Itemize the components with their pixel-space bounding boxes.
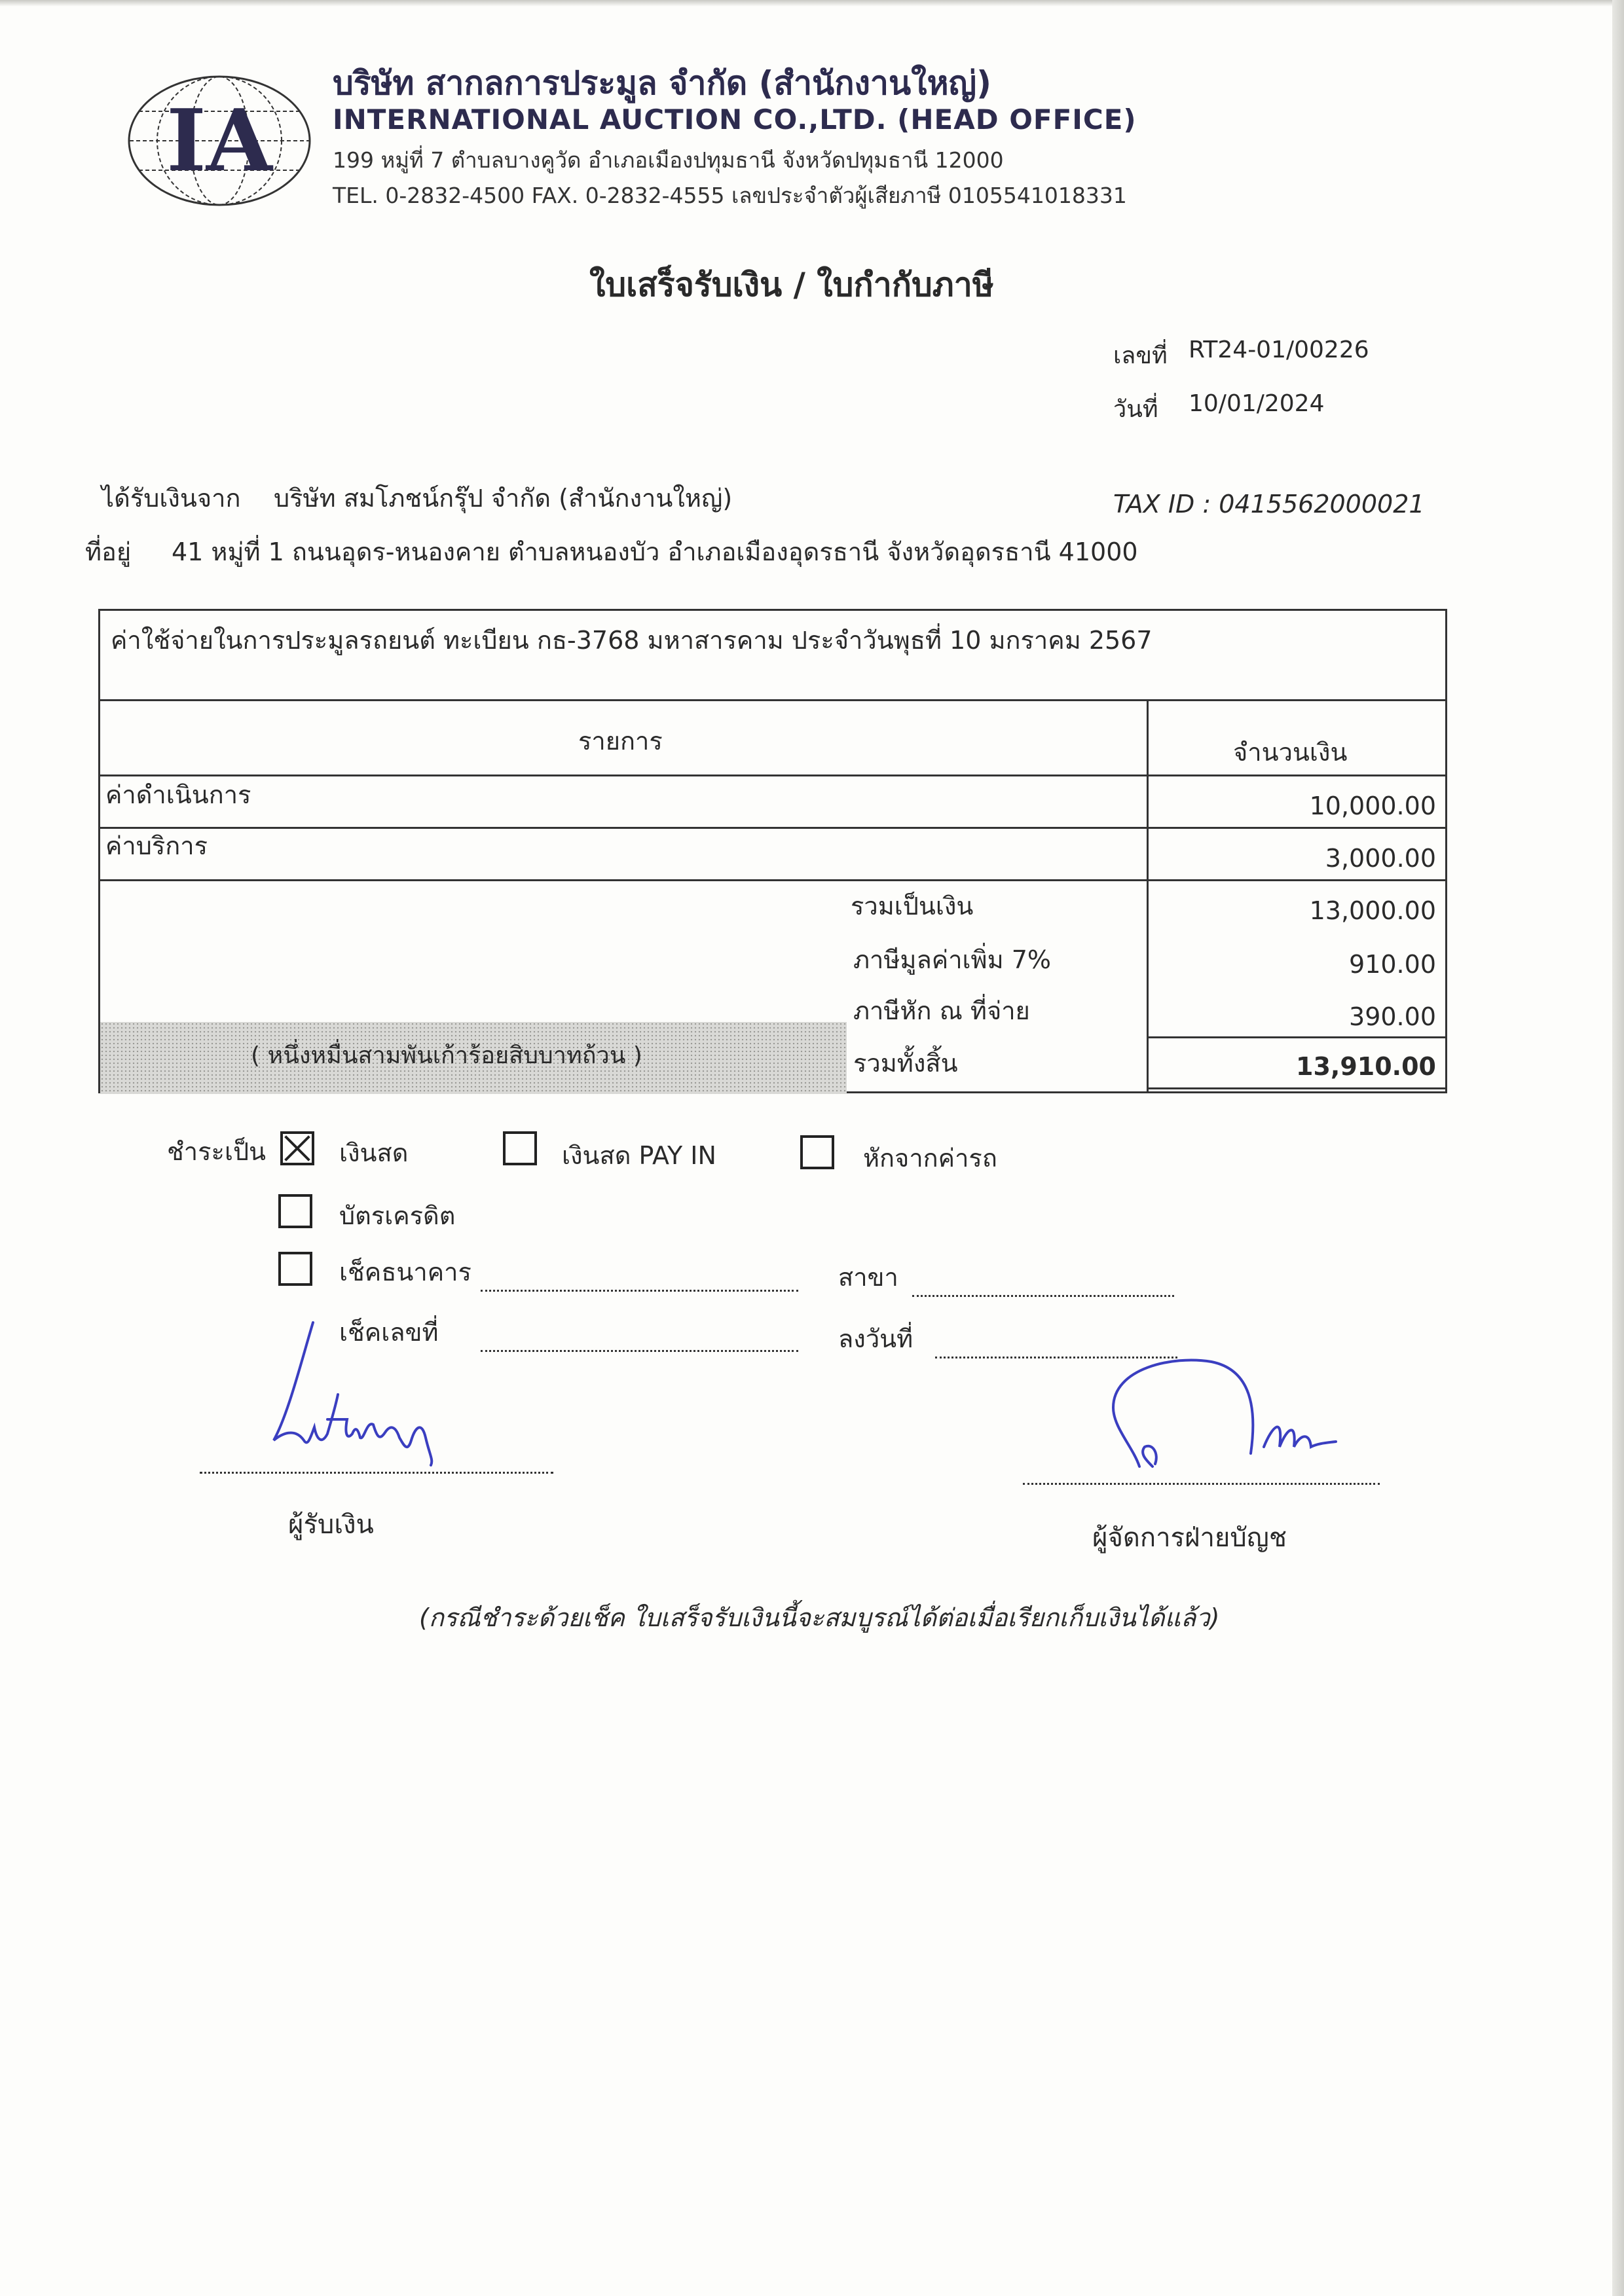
table-description: ค่าใช้จ่ายในการประมูลรถยนต์ ทะเบียน กธ-3768 มหาสารคาม ประจำวันพุธที่ 10 มกราคม 2567 xyxy=(111,626,1153,655)
credit-card-label: บัตรเครดิต xyxy=(339,1201,456,1230)
payment-label: ชำระเป็น xyxy=(167,1137,267,1166)
customer-address-label: ที่อยู่ xyxy=(85,538,132,566)
total-divider xyxy=(1147,1036,1445,1038)
deduct-checkbox[interactable] xyxy=(800,1135,834,1169)
branch-label: สาขา xyxy=(838,1263,898,1292)
column-header-amount: จำนวนเงิน xyxy=(1233,738,1348,767)
item-label: ค่าดำเนินการ xyxy=(105,780,251,809)
receiver-label: ผู้รับเงิน xyxy=(288,1510,374,1540)
table-divider xyxy=(100,879,1445,881)
total-double-line xyxy=(1147,1087,1445,1089)
table-divider xyxy=(100,827,1445,829)
cash-label: เงินสด xyxy=(339,1139,409,1167)
manager-label: ผู้จัดการฝ่ายบัญช xyxy=(1092,1523,1287,1553)
vat-amount: 910.00 xyxy=(1349,950,1436,979)
items-table xyxy=(98,609,1447,1093)
cheque-date-label: ลงวันที่ xyxy=(838,1324,913,1353)
manager-signature-line xyxy=(1023,1483,1380,1485)
subtotal-label: รวมเป็นเงิน xyxy=(851,892,974,920)
column-header-item: รายการ xyxy=(578,727,663,756)
doc-date: 10/01/2024 xyxy=(1189,390,1325,417)
company-name-th: บริษัท สากลการประมูล จำกัด (สำนักงานใหญ่) xyxy=(333,64,992,102)
scan-edge-right xyxy=(1612,0,1624,2296)
wht-amount: 390.00 xyxy=(1349,1002,1436,1031)
scan-edge-top xyxy=(0,0,1624,7)
total-amount: 13,910.00 xyxy=(1296,1052,1436,1081)
bank-name-field[interactable] xyxy=(481,1290,798,1292)
table-column-divider xyxy=(1147,699,1149,1093)
company-address: 199 หมู่ที่ 7 ตำบลบางคูวัด อำเภอเมืองปทุมธานี จังหวัดปทุมธานี 12000 xyxy=(333,147,1004,173)
company-contact: TEL. 0-2832-4500 FAX. 0-2832-4555 เลขประจำตัวผู้เสียภาษี 0105541018331 xyxy=(333,183,1127,208)
document-title: ใบเสร็จรับเงิน / ใบกำกับภาษี xyxy=(589,266,994,304)
item-amount: 10,000.00 xyxy=(1309,792,1436,820)
item-amount: 3,000.00 xyxy=(1325,844,1436,873)
cheque-number-label: เช็คเลขที่ xyxy=(339,1318,439,1347)
bank-cheque-label: เช็คธนาคาร xyxy=(339,1258,471,1286)
amount-in-words: ( หนึ่งหมื่นสามพันเก้าร้อยสิบบาทถ้วน ) xyxy=(251,1042,642,1069)
cash-checkbox[interactable] xyxy=(280,1131,314,1165)
table-divider xyxy=(100,699,1445,701)
doc-number-label: เลขที่ xyxy=(1113,342,1168,369)
pay-in-checkbox[interactable] xyxy=(503,1131,537,1165)
doc-date-label: วันที่ xyxy=(1113,396,1158,423)
received-from-label: ได้รับเงินจาก xyxy=(101,484,241,513)
branch-field[interactable] xyxy=(912,1295,1174,1297)
total-label: รวมทั้งสิ้น xyxy=(853,1049,958,1078)
customer-name: บริษัท สมโภชน์กรุ๊ป จำกัด (สำนักงานใหญ่) xyxy=(274,484,733,513)
wht-label: ภาษีหัก ณ ที่จ่าย xyxy=(853,996,1030,1025)
doc-number: RT24-01/00226 xyxy=(1189,337,1369,363)
customer-address: 41 หมู่ที่ 1 ถนนอุดร-หนองคาย ตำบลหนองบัว อำเภอเมืองอุดรธานี จังหวัดอุดรธานี 41000 xyxy=(172,538,1138,566)
customer-tax-id: TAX ID : 0415562000021 xyxy=(1113,490,1425,519)
pay-in-label: เงินสด PAY IN xyxy=(562,1141,716,1170)
manager-signature xyxy=(1100,1349,1349,1482)
company-name-en: INTERNATIONAL AUCTION CO.,LTD. (HEAD OFFICE) xyxy=(333,103,1137,136)
company-logo xyxy=(124,72,314,210)
subtotal-amount: 13,000.00 xyxy=(1309,896,1436,925)
cheque-footnote: (กรณีชำระด้วยเช็ค ใบเสร็จรับเงินนี้จะสมบูรณ์ได้ต่อเมื่อเรียกเก็บเงินได้แล้ว) xyxy=(419,1603,1220,1632)
receiver-signature-line xyxy=(200,1472,553,1474)
receiver-signature xyxy=(262,1309,445,1469)
item-label: ค่าบริการ xyxy=(105,831,208,860)
vat-label: ภาษีมูลค่าเพิ่ม 7% xyxy=(853,945,1051,974)
table-divider xyxy=(100,774,1445,776)
deduct-label: หักจากค่ารถ xyxy=(863,1144,997,1173)
cheque-number-field[interactable] xyxy=(481,1350,798,1352)
bank-cheque-checkbox[interactable] xyxy=(278,1252,312,1286)
credit-card-checkbox[interactable] xyxy=(278,1194,312,1228)
logo-text: IA xyxy=(166,90,272,191)
